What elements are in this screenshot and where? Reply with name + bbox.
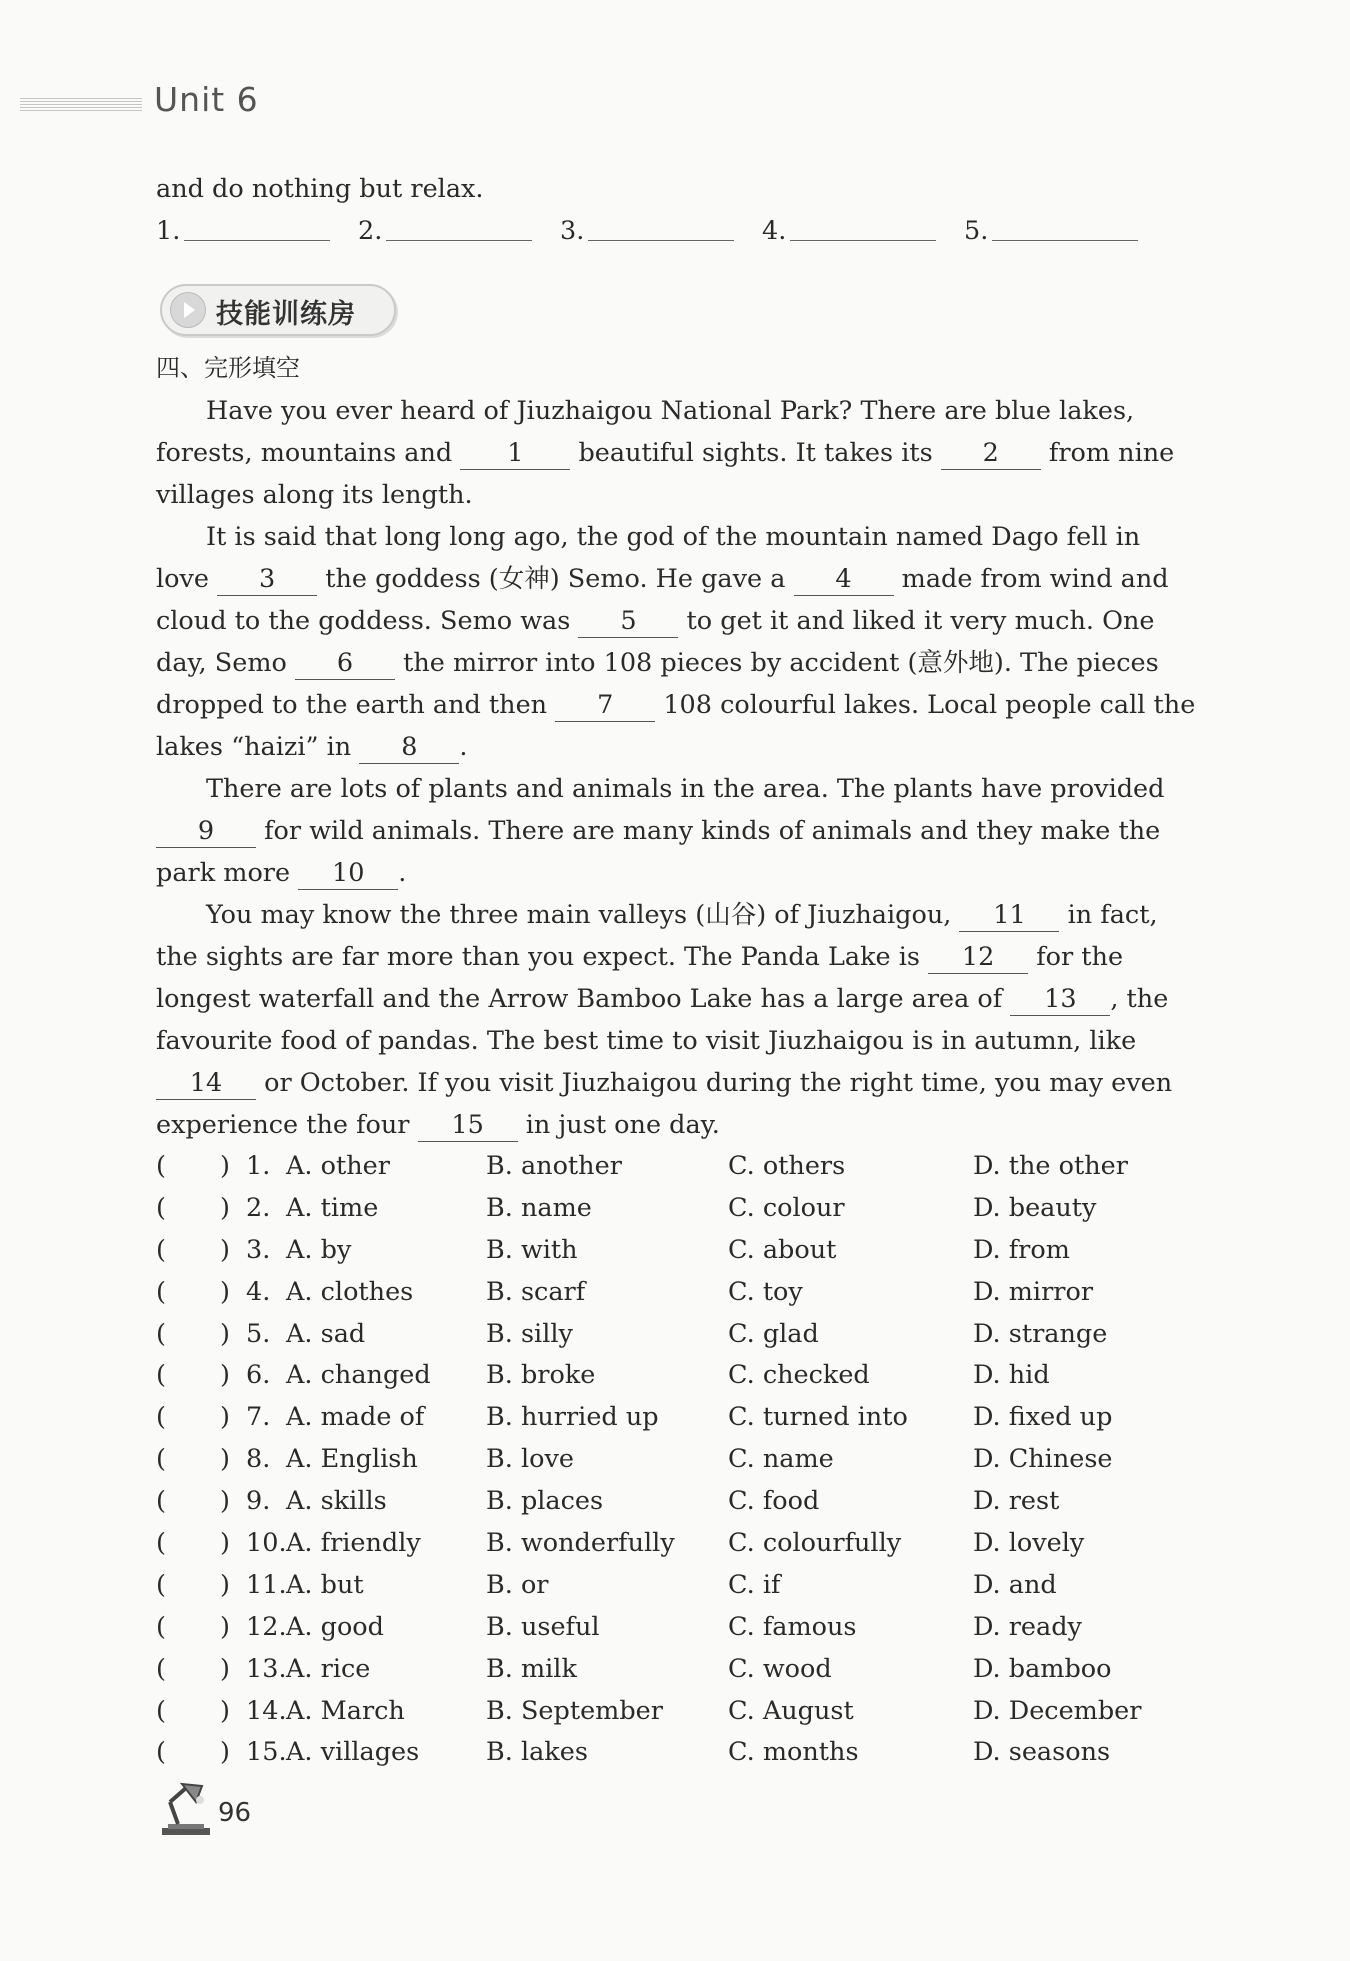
option-d[interactable]: D. fixed up bbox=[973, 1402, 1113, 1433]
cloze-blank[interactable]: 13 bbox=[1010, 983, 1110, 1016]
unit-title: Unit 6 bbox=[154, 80, 259, 119]
option-a[interactable]: A. time bbox=[286, 1192, 379, 1223]
option-row bbox=[156, 1732, 1196, 1774]
cloze-blank[interactable]: 7 bbox=[555, 689, 655, 722]
answer-blank[interactable]: 1. bbox=[156, 210, 358, 252]
option-row bbox=[156, 1565, 1196, 1607]
option-row bbox=[156, 1649, 1196, 1691]
option-row bbox=[156, 1523, 1196, 1565]
cloze-blank[interactable]: 8 bbox=[359, 731, 459, 764]
option-d[interactable]: D. strange bbox=[973, 1318, 1108, 1349]
option-a[interactable]: A. friendly bbox=[286, 1528, 421, 1559]
option-a[interactable]: A. good bbox=[286, 1611, 384, 1642]
option-number: 7. bbox=[246, 1402, 271, 1433]
option-b[interactable]: B. broke bbox=[486, 1360, 596, 1391]
option-d[interactable]: D. December bbox=[973, 1695, 1142, 1726]
option-c[interactable]: C. colour bbox=[728, 1192, 845, 1223]
option-a[interactable]: A. villages bbox=[286, 1737, 420, 1768]
option-d[interactable]: D. and bbox=[973, 1569, 1057, 1600]
option-row bbox=[156, 1272, 1196, 1314]
answer-paren[interactable]: ( ) bbox=[156, 1360, 230, 1391]
answer-paren[interactable]: ( ) bbox=[156, 1444, 230, 1475]
option-number: 12. bbox=[246, 1611, 287, 1642]
option-b[interactable]: B. or bbox=[486, 1569, 549, 1600]
answer-paren[interactable]: ( ) bbox=[156, 1276, 230, 1307]
option-number: 14. bbox=[246, 1695, 287, 1726]
option-a[interactable]: A. sad bbox=[286, 1318, 366, 1349]
option-b[interactable]: B. useful bbox=[486, 1611, 600, 1642]
cloze-blank[interactable]: 15 bbox=[418, 1109, 518, 1142]
option-number: 9. bbox=[246, 1486, 271, 1517]
option-c[interactable]: C. famous bbox=[728, 1611, 857, 1642]
option-b[interactable]: B. hurried up bbox=[486, 1402, 659, 1433]
option-d[interactable]: D. mirror bbox=[973, 1276, 1094, 1307]
option-a[interactable]: A. by bbox=[286, 1234, 352, 1265]
option-b[interactable]: B. milk bbox=[486, 1653, 577, 1684]
cloze-blank[interactable]: 2 bbox=[941, 437, 1041, 470]
passage-paragraph-2: It is said that long long ago, the god of the mountain named Dago fell in love 3 the goddess (女神) Semo. He gave a 4 made from wind and cloud to the goddess. Semo was 5 to get it and liked it very much. One day, Semo 6 the mirror into 108 pieces by accident (意外地). The pieces dropped to the earth and then 7 108 colourful lakes. Local people call the lakes “haizi” in 8 . bbox=[156, 522, 1196, 762]
option-c[interactable]: C. toy bbox=[728, 1276, 803, 1307]
answer-paren[interactable]: ( ) bbox=[156, 1695, 230, 1726]
option-b[interactable]: B. name bbox=[486, 1192, 592, 1223]
cloze-blank[interactable]: 3 bbox=[217, 563, 317, 596]
option-d[interactable]: D. Chinese bbox=[973, 1444, 1113, 1475]
option-c[interactable]: C. if bbox=[728, 1569, 781, 1600]
page-footer bbox=[156, 1780, 356, 1840]
option-row bbox=[156, 1314, 1196, 1356]
answer-paren[interactable]: ( ) bbox=[156, 1234, 230, 1265]
answer-blank[interactable]: 2. bbox=[358, 210, 560, 252]
option-b[interactable]: B. with bbox=[486, 1234, 578, 1265]
page-header bbox=[0, 78, 400, 128]
desk-lamp-icon bbox=[156, 1780, 216, 1838]
section-badge bbox=[160, 284, 396, 336]
option-a[interactable]: A. rice bbox=[286, 1653, 371, 1684]
option-a[interactable]: A. March bbox=[286, 1695, 405, 1726]
option-b[interactable]: B. another bbox=[486, 1151, 622, 1181]
answer-blank[interactable]: 5. bbox=[964, 210, 1166, 252]
option-c[interactable]: C. colourfully bbox=[728, 1528, 902, 1559]
cloze-blank[interactable]: 14 bbox=[156, 1067, 256, 1100]
cloze-blank[interactable]: 12 bbox=[928, 941, 1028, 974]
answer-paren[interactable]: ( ) bbox=[156, 1192, 230, 1223]
option-number: 2. bbox=[246, 1192, 271, 1223]
cloze-blank[interactable]: 10 bbox=[298, 857, 398, 890]
option-c[interactable]: C. months bbox=[728, 1737, 859, 1768]
answer-blanks-row bbox=[156, 210, 1196, 252]
option-b[interactable]: B. wonderfully bbox=[486, 1528, 675, 1559]
header-decoration-lines bbox=[20, 98, 142, 112]
option-a[interactable]: A. English bbox=[286, 1444, 418, 1475]
answer-paren[interactable]: ( ) bbox=[156, 1318, 230, 1349]
cloze-heading: 四、完形填空 bbox=[156, 354, 300, 382]
option-c[interactable]: C. August bbox=[728, 1695, 854, 1726]
option-row bbox=[156, 1691, 1196, 1733]
option-row bbox=[156, 1230, 1196, 1272]
option-a[interactable]: A. skills bbox=[286, 1486, 387, 1517]
option-number: 8. bbox=[246, 1444, 271, 1475]
intro-tail-text: and do nothing but relax. bbox=[156, 174, 484, 204]
option-d[interactable]: D. lovely bbox=[973, 1528, 1085, 1559]
option-b[interactable]: B. lakes bbox=[486, 1737, 588, 1768]
option-row bbox=[156, 1397, 1196, 1439]
option-c[interactable]: C. wood bbox=[728, 1653, 832, 1684]
option-number: 15. bbox=[246, 1737, 287, 1768]
play-icon bbox=[170, 292, 206, 328]
option-d[interactable]: D. seasons bbox=[973, 1737, 1111, 1768]
page-content bbox=[156, 168, 1196, 1774]
cloze-blank[interactable]: 5 bbox=[578, 605, 678, 638]
answer-paren[interactable]: ( ) bbox=[156, 1402, 230, 1433]
passage-paragraph-3: There are lots of plants and animals in the area. The plants have provided 9 for wild animals. There are many kinds of animals and they make the park more 10 . bbox=[156, 774, 1165, 888]
option-b[interactable]: B. places bbox=[486, 1486, 604, 1517]
option-row bbox=[156, 1439, 1196, 1481]
option-a[interactable]: A. but bbox=[286, 1569, 364, 1600]
options-list bbox=[156, 1146, 1196, 1774]
option-c[interactable]: C. others bbox=[728, 1151, 846, 1181]
answer-blank[interactable]: 4. bbox=[762, 210, 964, 252]
cloze-blank[interactable]: 9 bbox=[156, 815, 256, 848]
option-c[interactable]: C. turned into bbox=[728, 1402, 908, 1433]
option-c[interactable]: C. glad bbox=[728, 1318, 819, 1349]
page-number: 96 bbox=[218, 1798, 252, 1828]
option-number: 4. bbox=[246, 1276, 271, 1307]
option-number: 1. bbox=[246, 1151, 271, 1181]
option-number: 10. bbox=[246, 1528, 287, 1559]
option-row bbox=[156, 1188, 1196, 1230]
answer-paren[interactable]: ( ) bbox=[156, 1151, 230, 1181]
option-b[interactable]: B. scarf bbox=[486, 1276, 586, 1307]
option-b[interactable]: B. September bbox=[486, 1695, 663, 1726]
option-row bbox=[156, 1146, 1196, 1188]
answer-paren[interactable]: ( ) bbox=[156, 1528, 230, 1559]
option-number: 13. bbox=[246, 1653, 287, 1684]
option-a[interactable]: A. other bbox=[286, 1151, 390, 1181]
answer-paren[interactable]: ( ) bbox=[156, 1653, 230, 1684]
option-c[interactable]: C. about bbox=[728, 1234, 837, 1265]
option-b[interactable]: B. silly bbox=[486, 1318, 573, 1349]
cloze-blank[interactable]: 11 bbox=[959, 899, 1059, 932]
option-b[interactable]: B. love bbox=[486, 1444, 574, 1475]
option-d[interactable]: D. the other bbox=[973, 1151, 1128, 1181]
answer-paren[interactable]: ( ) bbox=[156, 1737, 230, 1768]
cloze-blank[interactable]: 1 bbox=[460, 437, 570, 470]
passage-paragraph-4: You may know the three main valleys (山谷) of Jiuzhaigou, 11 in fact, the sights are far more than you expect. The Panda Lake is 12 for the longest waterfall and the Arrow Bamboo Lake has a large area of 13 , the favourite food of pandas. The best time to visit Jiuzhaigou is in autumn, like 14 or October. If you visit Jiuzhaigou during the right time, you may even experience the four 15 in just one day. bbox=[156, 900, 1173, 1140]
option-c[interactable]: C. checked bbox=[728, 1360, 870, 1391]
option-d[interactable]: D. from bbox=[973, 1234, 1070, 1265]
option-d[interactable]: D. rest bbox=[973, 1486, 1060, 1517]
option-row bbox=[156, 1355, 1196, 1397]
option-d[interactable]: D. bamboo bbox=[973, 1653, 1112, 1684]
answer-paren[interactable]: ( ) bbox=[156, 1569, 230, 1600]
section-badge-label: 技能训练房 bbox=[216, 299, 356, 330]
answer-paren[interactable]: ( ) bbox=[156, 1611, 230, 1642]
option-d[interactable]: D. hid bbox=[973, 1360, 1050, 1391]
answer-paren[interactable]: ( ) bbox=[156, 1486, 230, 1517]
answer-blank[interactable]: 3. bbox=[560, 210, 762, 252]
option-number: 6. bbox=[246, 1360, 271, 1391]
cloze-blank[interactable]: 6 bbox=[295, 647, 395, 680]
option-number: 5. bbox=[246, 1318, 271, 1349]
option-a[interactable]: A. clothes bbox=[286, 1276, 414, 1307]
option-number: 3. bbox=[246, 1234, 271, 1265]
passage-paragraph-1: Have you ever heard of Jiuzhaigou National Park? There are blue lakes, forests, mountains and 1 beautiful sights. It takes its 2 from nine villages along its length. bbox=[156, 396, 1175, 510]
option-c[interactable]: C. name bbox=[728, 1444, 834, 1475]
option-a[interactable]: A. made of bbox=[286, 1402, 425, 1433]
option-row bbox=[156, 1607, 1196, 1649]
option-d[interactable]: D. beauty bbox=[973, 1192, 1097, 1223]
cloze-blank[interactable]: 4 bbox=[794, 563, 894, 596]
option-a[interactable]: A. changed bbox=[286, 1360, 431, 1391]
option-number: 11. bbox=[246, 1569, 287, 1600]
option-row bbox=[156, 1481, 1196, 1523]
option-c[interactable]: C. food bbox=[728, 1486, 820, 1517]
option-d[interactable]: D. ready bbox=[973, 1611, 1082, 1642]
